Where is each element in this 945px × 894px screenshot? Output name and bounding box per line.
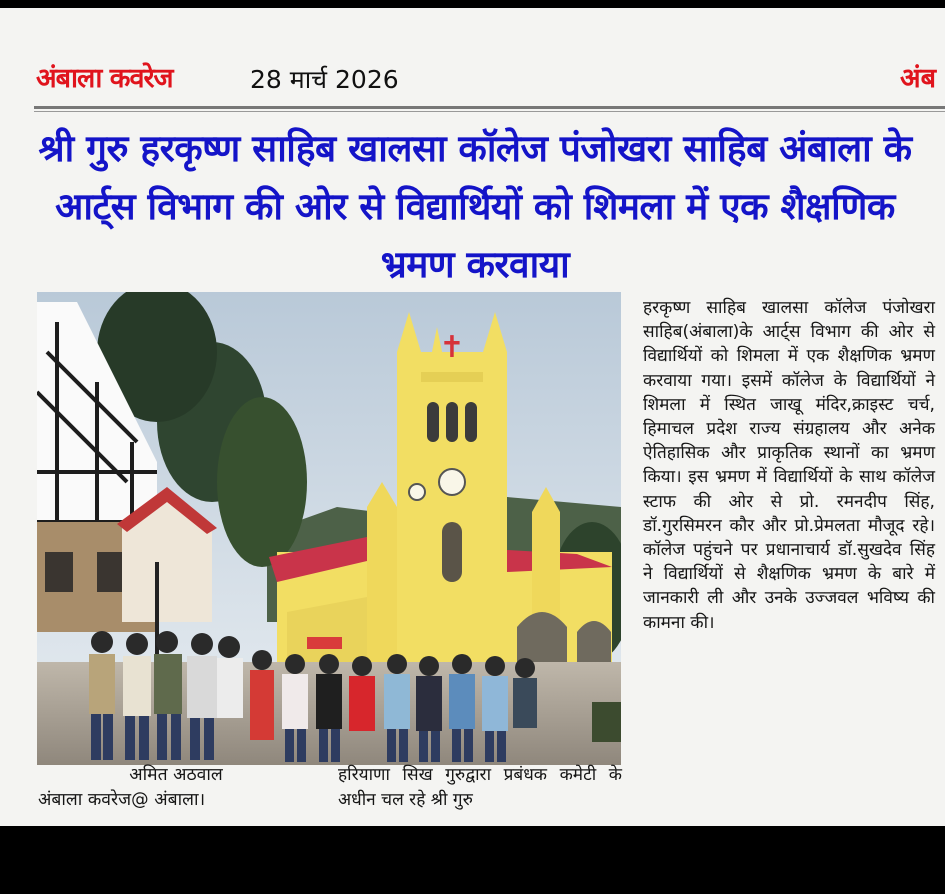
cross-icon: ✝ xyxy=(439,330,465,365)
masthead-rule xyxy=(34,106,945,109)
article-column-two: हरियाणा सिख गुरुद्वारा प्रबंधक कमेटी के अधीन चल रहे श्री गुरु xyxy=(338,765,622,810)
byline-place: अंबाला कवरेज@ अंबाला। xyxy=(38,790,206,810)
masthead-date: 28 मार्च 2026 xyxy=(250,65,399,94)
byline xyxy=(38,763,314,813)
masthead-brand: अंबाला कवरेज xyxy=(36,63,173,94)
top-black-bar xyxy=(0,0,945,8)
masthead-brand-right: अंब xyxy=(900,63,937,94)
newspaper-clipping xyxy=(0,8,945,826)
article-right-column: हरकृष्ण साहिब खालसा कॉलेज पंजोखरा साहिब(अंबाला)के आर्ट्स विभाग की ओर से विद्यार्थियों को शिमला में एक शैक्षणिक भ्रमण करवाया गया। इसमें कॉलेज के विद्यार्थियों ने शिमला में स्थित जाखू मंदिर,क्राइस्ट चर्च, हिमाचल प्रदेश राज्य संग्रहालय और अनेक ऐतिहासिक और प्राकृतिक स्थानों का भ्रमण किया। इस भ्रमण में विद्यार्थियों के साथ कॉलेज स्टाफ की ओर से प्रो. रमनदीप सिंह, डॉ.गुरसिमरन कौर और प्रो.प्रेमलता मौजूद रहे। कॉलेज पहुंचने पर प्रधानाचार्य डॉ.सुखदेव सिंह ने विद्यार्थियों से शैक्षणिक भ्रमण के बारे में जानकारी ली और उनके उज्जवल भविष्य की कामना की। xyxy=(643,298,935,633)
headline: श्री गुरु हरकृष्ण साहिब खालसा कॉलेज पंजोखरा साहिब अंबाला के आर्ट्स विभाग की ओर से विद्यार्थियों को शिमला में एक शैक्षणिक भ्रमण करवाया xyxy=(38,127,912,286)
group-photo xyxy=(37,292,621,765)
masthead-rule-thin xyxy=(34,111,945,112)
photo-illustration xyxy=(37,292,621,765)
byline-name: अमित अठवाल xyxy=(129,765,223,785)
bottom-black-bar xyxy=(0,826,945,894)
